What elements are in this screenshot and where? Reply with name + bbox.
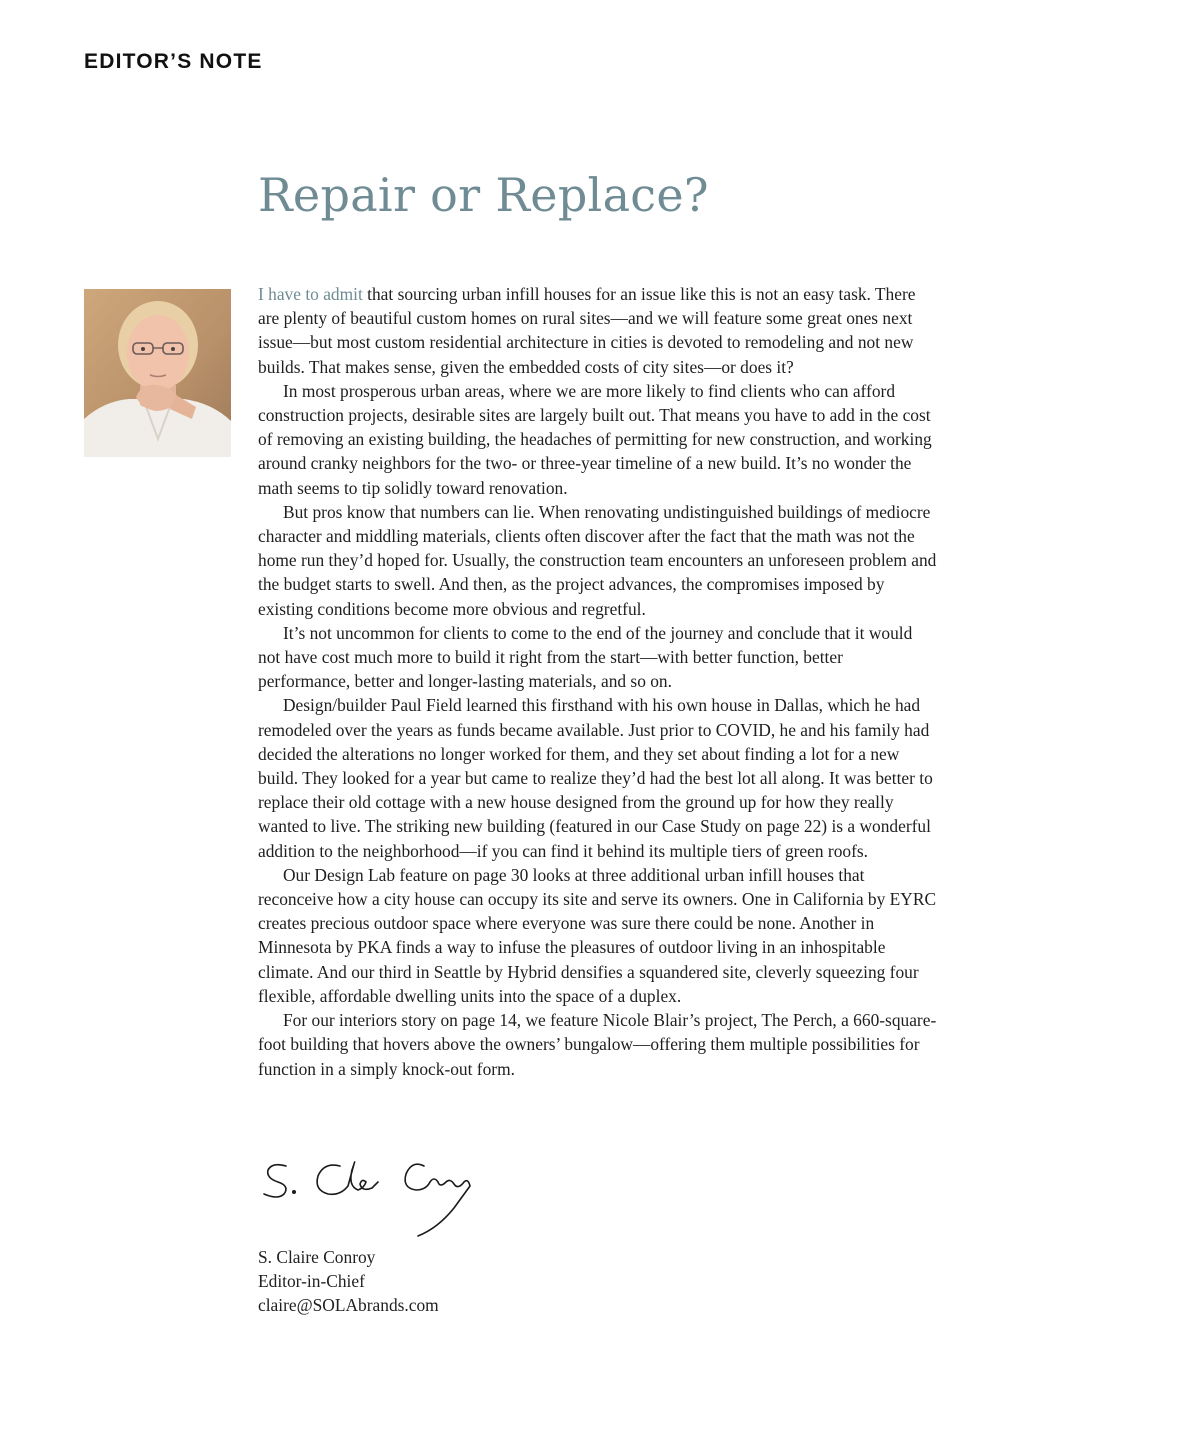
author-name: S. Claire Conroy bbox=[258, 1247, 376, 1267]
author-title: Editor-in-Chief bbox=[258, 1271, 365, 1291]
signature bbox=[258, 1152, 488, 1242]
paragraph-text: that sourcing urban infill houses for an issue like this is not an easy task. There are plenty of beautiful custom homes on rural sites—and we will feature some great ones next issue—but most custom residential architecture in cities is devoted to remodeling and not new builds. That makes sense, given the embedded costs of city sites—or does it? bbox=[258, 284, 916, 377]
portrait-illustration bbox=[84, 289, 231, 457]
paragraph: Our Design Lab feature on page 30 looks at three additional urban infill houses that reconceive how a city house can occupy its site and serve its owners. One in California by EYRC creates precious outdoor space where everyone was sure there could be none. Another in Minnesota by PKA finds a way to infuse the pleasures of outdoor living in an inhospitable climate. And our third in Seattle by Hybrid densifies a squandered site, cleverly squeezing four flexible, affordable dwelling units into the space of a duplex. bbox=[258, 864, 937, 1006]
editor-portrait bbox=[84, 289, 231, 457]
lead-in: I have to admit bbox=[258, 284, 363, 304]
paragraph: It’s not uncommon for clients to come to the end of the journey and conclude that it would not have cost much more to build it right from the start—with better function, better performance, better and longer-lasting materials, and so on. bbox=[258, 622, 913, 692]
author-email: claire@SOLAbrands.com bbox=[258, 1295, 439, 1315]
editor-note-body bbox=[258, 282, 938, 1081]
signoff bbox=[258, 1245, 439, 1317]
page-title: Repair or Replace? bbox=[258, 168, 709, 222]
paragraph: Design/builder Paul Field learned this firsthand with his own house in Dallas, which he had remodeled over the years as funds became available. Just prior to COVID, he and his family had decided the alterations no longer worked for them, and they set about finding a lot for a new build. They looked for a year but came to realize they’d had the best lot all along. It was better to replace their old cottage with a new house designed from the ground up for how they really wanted to live. The striking new building (featured in our Case Study on page 22) is a wonderful addition to the neighborhood—if you can find it behind its multiple tiers of green roofs. bbox=[258, 695, 933, 861]
paragraph: For our interiors story on page 14, we feature Nicole Blair’s project, The Perch, a 660-square-foot building that hovers above the owners’ bungalow—offering them multiple possibilities for function in a simply knock-out form. bbox=[258, 1010, 937, 1079]
paragraph: But pros know that numbers can lie. When renovating undistinguished buildings of mediocre character and middling materials, clients often discover after the fact that the math was not the home run they’d hoped for. Usually, the construction team encounters an unforeseen problem and the budget starts to swell. And then, as the project advances, the compromises imposed by existing conditions become more obvious and regretful. bbox=[258, 501, 937, 619]
section-label: EDITOR’S NOTE bbox=[84, 50, 263, 73]
paragraph bbox=[258, 282, 938, 379]
paragraph: In most prosperous urban areas, where we are more likely to find clients who can afford construction projects, desirable sites are largely built out. That means you have to add in the cost of removing an existing building, the headaches of permitting for new construction, and working around cranky neighbors for the two- or three-year timeline of a new build. It’s no wonder the math seems to tip solidly toward renovation. bbox=[258, 380, 932, 498]
